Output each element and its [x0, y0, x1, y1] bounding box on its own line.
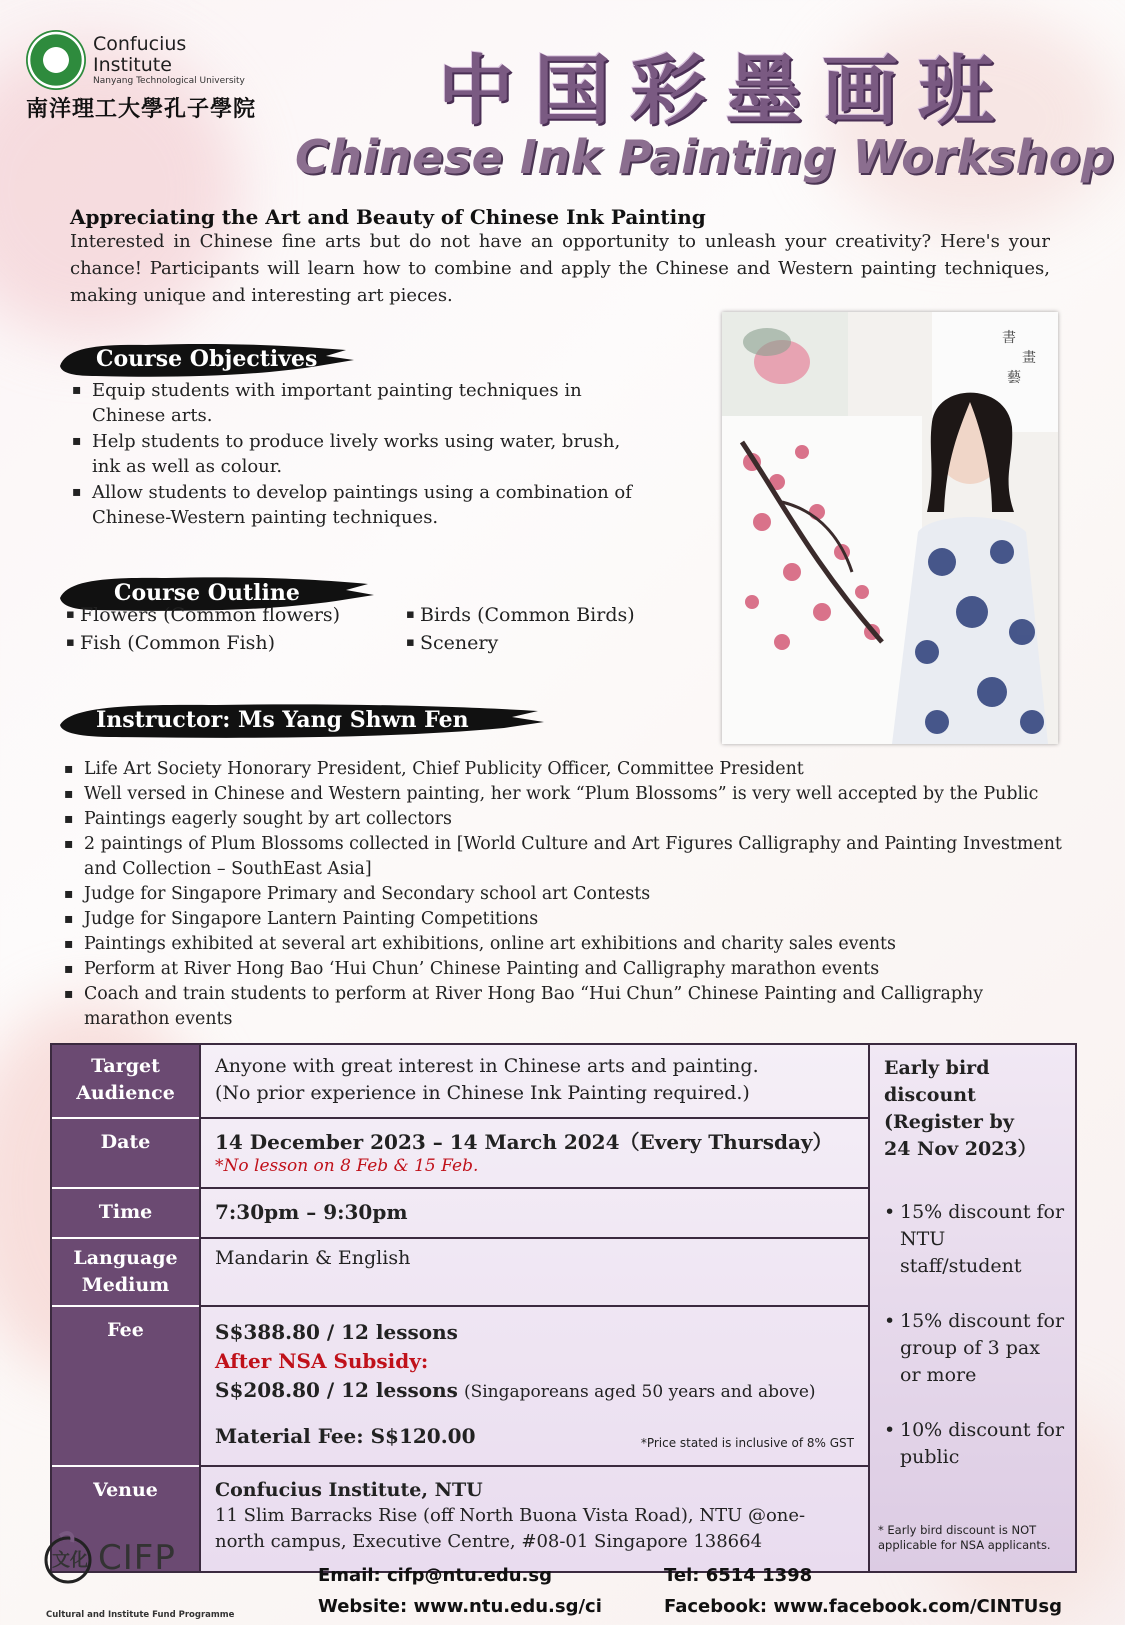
date-label: Date: [52, 1119, 199, 1189]
instructor-photo: [722, 312, 1058, 744]
org-name-chinese: 南洋理工大學孔子學院: [26, 96, 257, 122]
date-value: 14 December 2023 – 14 March 2024（Every Thursday） *No lesson on 8 Feb & 15 Feb.: [201, 1119, 868, 1189]
cifp-subtitle: Cultural and Institute Fund Programme: [46, 1610, 235, 1620]
gst-note: *Price stated is inclusive of 8% GST: [640, 1436, 854, 1450]
early-bird-column: [870, 1045, 1075, 1571]
title-english: Chinese Ink Painting Workshop: [295, 130, 1115, 184]
cifp-logo-text: CIFP: [98, 1538, 176, 1578]
list-item: ▪ Flowers (Common flowers): [66, 601, 406, 629]
course-info-table: [50, 1043, 1077, 1573]
list-item: ▪ Judge for Singapore Primary and Secondary school art Contests: [62, 882, 1072, 907]
target-audience-value: Anyone with great interest in Chinese arts and painting. (No prior experience in Chinese Ink Painting required.): [201, 1045, 868, 1119]
list-item: ▪ Fish (Common Fish): [66, 629, 406, 657]
list-item: ▪ Help students to produce lively works using water, brush, ink as well as colour.: [70, 429, 640, 479]
early-bird-heading: Early bird discount (Register by 24 Nov 2023）: [884, 1057, 1037, 1160]
list-item: ▪ Coach and train students to perform at River Hong Bao “Hui Chun” Chinese Painting and Calligraphy marathon events: [62, 982, 1072, 1032]
list-item: ▪ Well versed in Chinese and Western painting, her work “Plum Blossoms” is very well accepted by the Public: [62, 782, 1072, 807]
svg-text:畫: 畫: [1022, 350, 1036, 366]
org-university: Nanyang Technological University: [93, 76, 245, 86]
material-fee: Material Fee: S$120.00: [215, 1424, 476, 1448]
svg-text:藝: 藝: [1007, 370, 1021, 386]
list-item: ▪ Life Art Society Honorary President, Chief Publicity Officer, Committee President: [62, 757, 1072, 782]
venue-value: Confucius Institute, NTU 11 Slim Barracks Rise (off North Buona Vista Road), NTU @one-north campus, Executive Centre, #08-01 Singapore 138664: [215, 1479, 806, 1552]
svg-text:書: 書: [1002, 330, 1016, 346]
list-item: ▪ Judge for Singapore Lantern Painting Competitions: [62, 907, 1072, 932]
list-item: • 15% discount for group of 3 pax or more: [884, 1310, 1065, 1386]
time-label: Time: [52, 1189, 199, 1239]
language-value: Mandarin & English: [201, 1239, 868, 1307]
list-item: ▪ 2 paintings of Plum Blossoms collected in [World Culture and Art Figures Calligraphy and Painting Investment and Collection – SouthEast Asia]: [62, 832, 1072, 882]
title-chinese: 中国彩墨画班: [438, 46, 1014, 135]
objectives-list: [70, 378, 640, 531]
list-item: ▪ Scenery: [406, 629, 666, 657]
intro-paragraph: Interested in Chinese fine arts but do not have an opportunity to unleash your creativity? Here's your chance! Participants will learn how to combine and apply the Chinese and Western painting techniques, making unique and interesting art pieces.: [70, 231, 1050, 306]
instructor-list: [62, 757, 1072, 1032]
venue-label: Venue: [93, 1479, 158, 1501]
early-bird-note: * Early bird discount is NOT applicable for NSA applicants.: [878, 1523, 1051, 1552]
target-audience-label: Target Audience: [52, 1045, 199, 1119]
footer-website[interactable]: Website: www.ntu.edu.sg/ci: [318, 1596, 602, 1617]
time-value: 7:30pm – 9:30pm: [201, 1189, 868, 1239]
outline-heading: Course Outline: [56, 570, 376, 616]
list-item: ▪ Birds (Common Birds): [406, 601, 666, 629]
label-column: [52, 1045, 199, 1571]
value-column: [199, 1045, 870, 1571]
list-item: • 10% discount for public: [884, 1419, 1065, 1468]
footer-tel: Tel: 6514 1398: [664, 1565, 813, 1586]
list-item: ▪ Perform at River Hong Bao ‘Hui Chun’ Chinese Painting and Calligraphy marathon events: [62, 957, 1072, 982]
org-name: Confucius Institute: [93, 33, 187, 76]
list-item: ▪ Paintings eagerly sought by art collectors: [62, 807, 1072, 832]
list-item: ▪ Paintings exhibited at several art exhibitions, online art exhibitions and charity sales events: [62, 932, 1072, 957]
date-note: *No lesson on 8 Feb & 15 Feb.: [215, 1156, 479, 1176]
list-item: ▪ Allow students to develop paintings using a combination of Chinese-Western painting techniques.: [70, 480, 640, 530]
list-item: ▪ Equip students with important painting techniques in Chinese arts.: [70, 378, 640, 428]
language-label: Language Medium: [52, 1239, 199, 1307]
footer-email[interactable]: Email: cifp@ntu.edu.sg: [318, 1565, 552, 1586]
early-bird-list: [884, 1199, 1065, 1471]
instructor-photo-illustration: [722, 312, 1058, 744]
footer-facebook[interactable]: Facebook: www.facebook.com/CINTUsg: [664, 1596, 1063, 1617]
objectives-heading: Course Objectives: [56, 336, 356, 382]
outline-list: [66, 601, 666, 657]
confucius-institute-logo: [26, 30, 86, 90]
fee-label: Fee: [52, 1307, 199, 1467]
intro-heading: Appreciating the Art and Beauty of Chinese Ink Painting: [70, 205, 706, 229]
cifp-chinese: 文化: [52, 1550, 88, 1571]
instructor-heading: Instructor: Ms Yang Shwn Fen: [56, 697, 546, 743]
fee-value: S$388.80 / 12 lessons After NSA Subsidy: S$208.80 / 12 lessons (Singaporeans aged 50 years and above) Material Fee: S$120.00 *Price stated is inclusive of 8% GST: [201, 1307, 868, 1467]
list-item: • 15% discount for NTU staff/student: [884, 1201, 1065, 1277]
